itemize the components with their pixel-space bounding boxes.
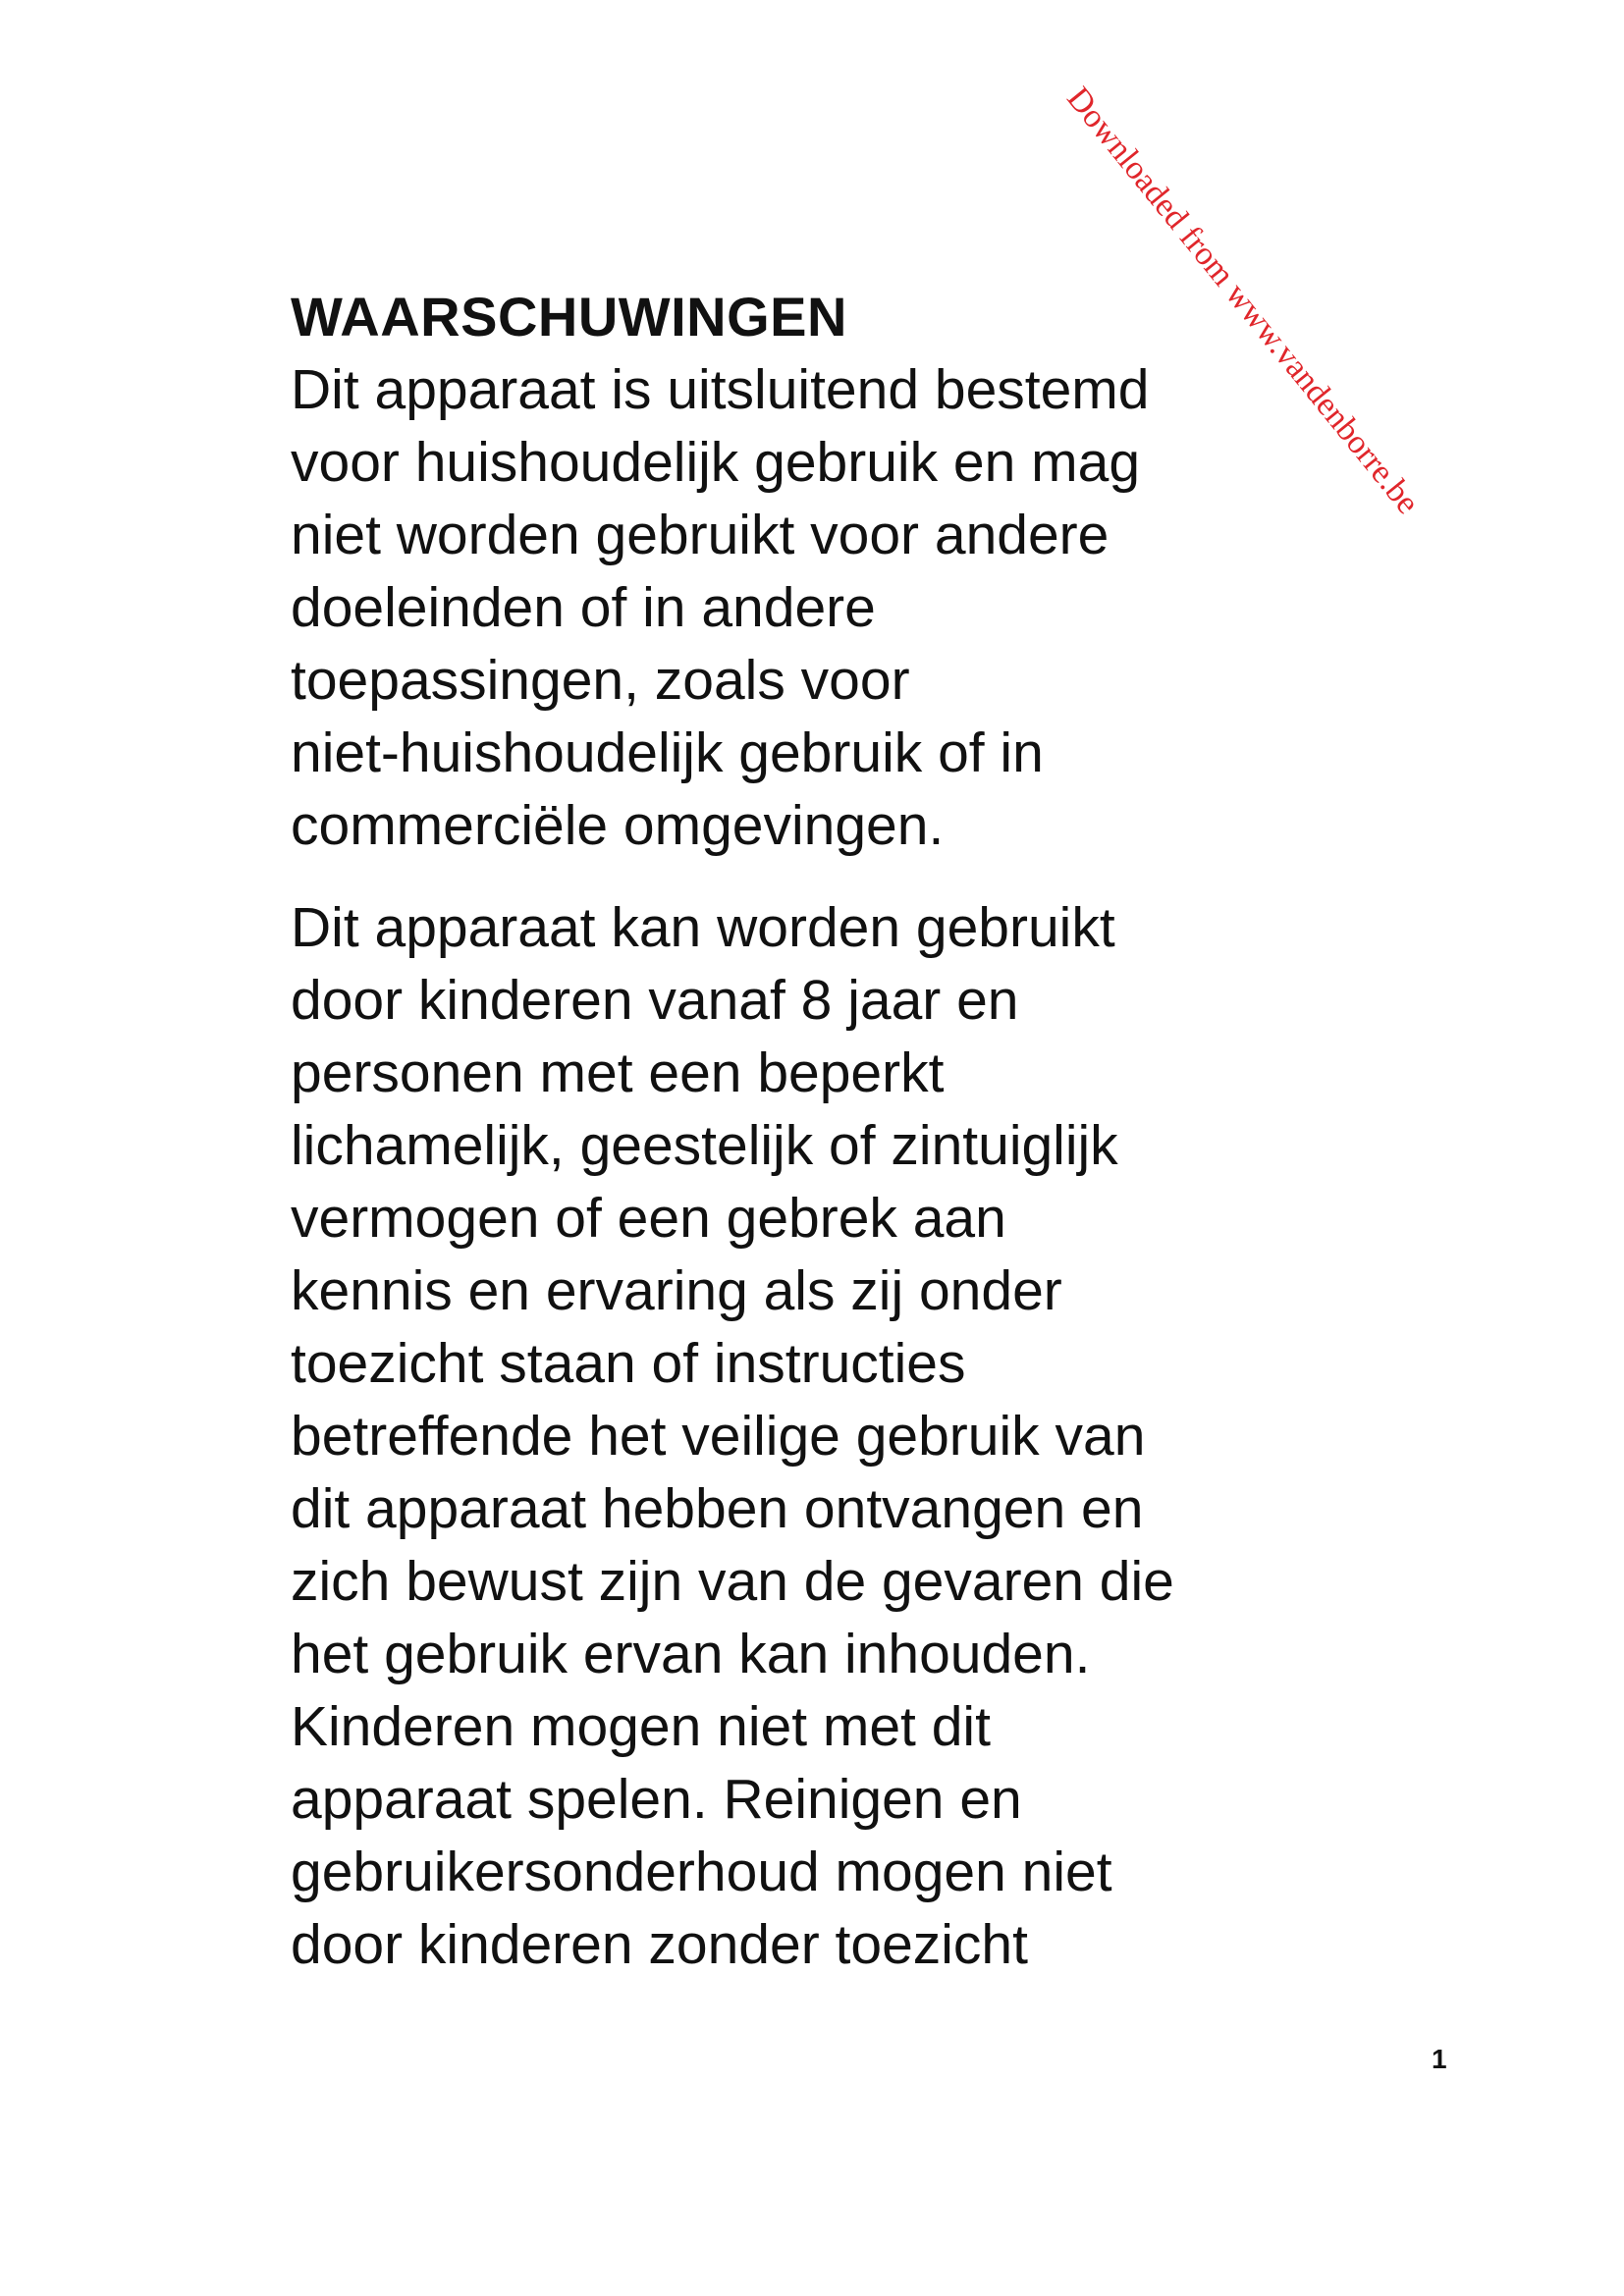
text-line: Kinderen mogen niet met dit	[291, 1695, 991, 1758]
section-heading: WAARSCHUWINGEN	[291, 286, 847, 347]
text-line: personen met een beperkt	[291, 1041, 945, 1104]
text-line: kennis en ervaring als zij onder	[291, 1259, 1062, 1322]
text-line: commerciële omgevingen.	[291, 794, 945, 857]
text-line: betreffende het veilige gebruik van	[291, 1405, 1146, 1468]
text-line: door kinderen zonder toezicht	[291, 1913, 1028, 1976]
text-line: door kinderen vanaf 8 jaar en	[291, 969, 1019, 1032]
paragraph-usage	[291, 353, 1390, 862]
document-body	[291, 281, 1390, 1981]
text-line: het gebruik ervan kan inhouden.	[291, 1623, 1091, 1685]
text-line: toepassingen, zoals voor	[291, 649, 910, 712]
text-line: niet-huishoudelijk gebruik of in	[291, 721, 1044, 784]
watermark-text: Downloaded from www.vandenborre.be	[1059, 80, 1427, 521]
page-number: 1	[1432, 2044, 1447, 2074]
paragraph-children-safety	[291, 891, 1390, 1981]
text-line: doeleinden of in andere	[291, 576, 876, 639]
paragraph-spacer	[291, 862, 1390, 891]
text-line: Dit apparaat kan worden gebruikt	[291, 896, 1115, 959]
text-line: lichamelijk, geestelijk of zintuiglijk	[291, 1114, 1118, 1177]
text-line: voor huishoudelijk gebruik en mag	[291, 431, 1141, 494]
text-line: zich bewust zijn van de gevaren die	[291, 1550, 1174, 1613]
text-line: vermogen of een gebrek aan	[291, 1187, 1006, 1250]
text-line: toezicht staan of instructies	[291, 1332, 966, 1395]
text-line: niet worden gebruikt voor andere	[291, 504, 1110, 566]
text-line: gebruikersonderhoud mogen niet	[291, 1841, 1112, 1903]
text-line: Dit apparaat is uitsluitend bestemd	[291, 358, 1150, 421]
text-line: dit apparaat hebben ontvangen en	[291, 1477, 1144, 1540]
text-line: apparaat spelen. Reinigen en	[291, 1768, 1022, 1831]
